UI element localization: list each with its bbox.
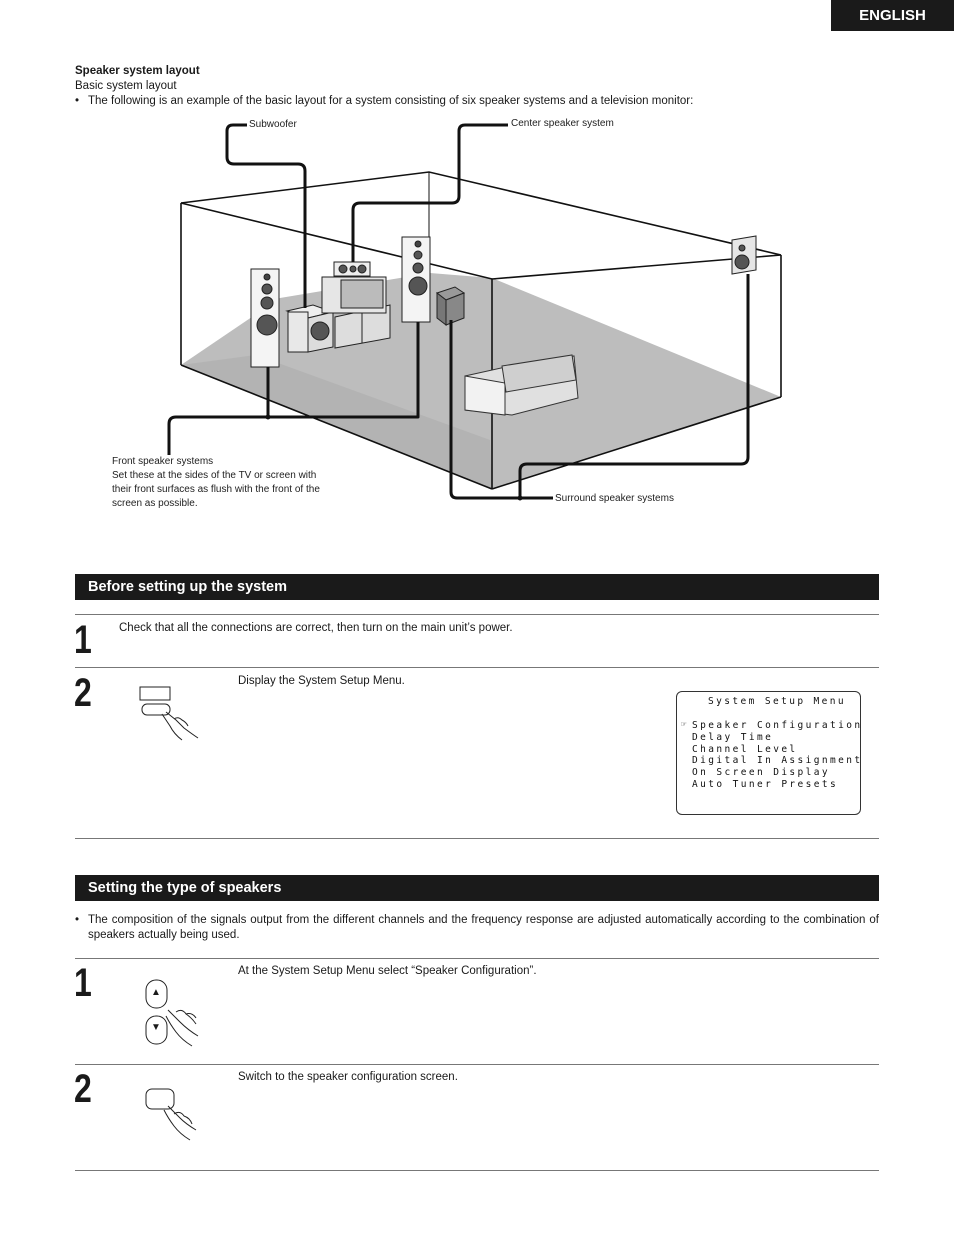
step-number: 2 [74,1067,92,1111]
front-speaker-title: Front speaker systems [112,456,214,467]
setup-button-press-icon [136,684,206,744]
center-speaker-label: Center speaker system [511,118,614,129]
osd-menu-item: Auto Tuner Presets [692,778,839,790]
osd-menu-list [692,720,863,791]
bullet-dot: • [75,95,80,107]
subwoofer-label: Subwoofer [249,119,297,130]
osd-title: System Setup Menu [708,696,847,707]
divider [75,1170,879,1171]
language-tab: ENGLISH [831,0,954,31]
pointer-icon: ☞ [681,720,687,730]
enter-button-press-icon [140,1084,210,1144]
front-speaker-desc-line: screen as possible. [112,498,198,509]
step-text: Display the System Setup Menu. [238,675,405,687]
up-arrow-icon: ▲ [151,987,161,998]
osd-menu-item: Speaker Configuration [692,720,863,731]
step-text: Check that all the connections are correct, then turn on the main unit’s power. [119,622,513,634]
step-number: 1 [74,961,92,1005]
divider [75,614,879,615]
step-number: 1 [74,618,92,662]
step-number: 2 [74,671,92,715]
front-speaker-desc-line: Set these at the sides of the TV or screen with [112,470,317,481]
front-speaker-desc-line: their front surfaces as flush with the front of the [112,484,320,495]
system-setup-menu-screen [676,691,861,815]
divider [75,838,879,839]
front-right-speaker [402,237,430,322]
section-title-speaker-type: Setting the type of speakers [75,875,879,901]
section-heading: Speaker system layout [75,65,200,77]
center-speaker [334,262,370,276]
osd-menu-item: Channel Level [692,743,798,755]
section-note-text: The composition of the signals output from the different channels and the frequency response are adjusted automatically according to the combination of speakers actually being used. [88,914,879,941]
surround-speaker-label: Surround speaker systems [555,493,674,504]
television [322,277,386,313]
divider [75,667,879,668]
section-title-before-setup: Before setting up the system [75,574,879,600]
intro-bullet-text: The following is an example of the basic layout for a system consisting of six speaker systems and a television monitor: [88,95,694,107]
divider [75,1064,879,1065]
step-text: Switch to the speaker configuration screen. [238,1071,458,1083]
section-note [75,913,879,943]
divider [75,958,879,959]
down-arrow-icon: ▼ [151,1022,161,1033]
surround-right-speaker [732,236,756,274]
front-left-speaker [251,269,279,367]
osd-menu-item: Digital In Assignment [692,755,863,767]
surround-left-speaker [437,287,464,325]
step-text: At the System Setup Menu select “Speaker Configuration”. [238,965,537,977]
front-speaker-label [112,455,372,511]
osd-menu-item: Delay Time [692,731,774,743]
cursor-buttons-press-icon [140,976,215,1050]
bullet-dot: • [75,914,80,926]
osd-menu-item: On Screen Display [692,767,831,779]
subheading: Basic system layout [75,80,177,92]
